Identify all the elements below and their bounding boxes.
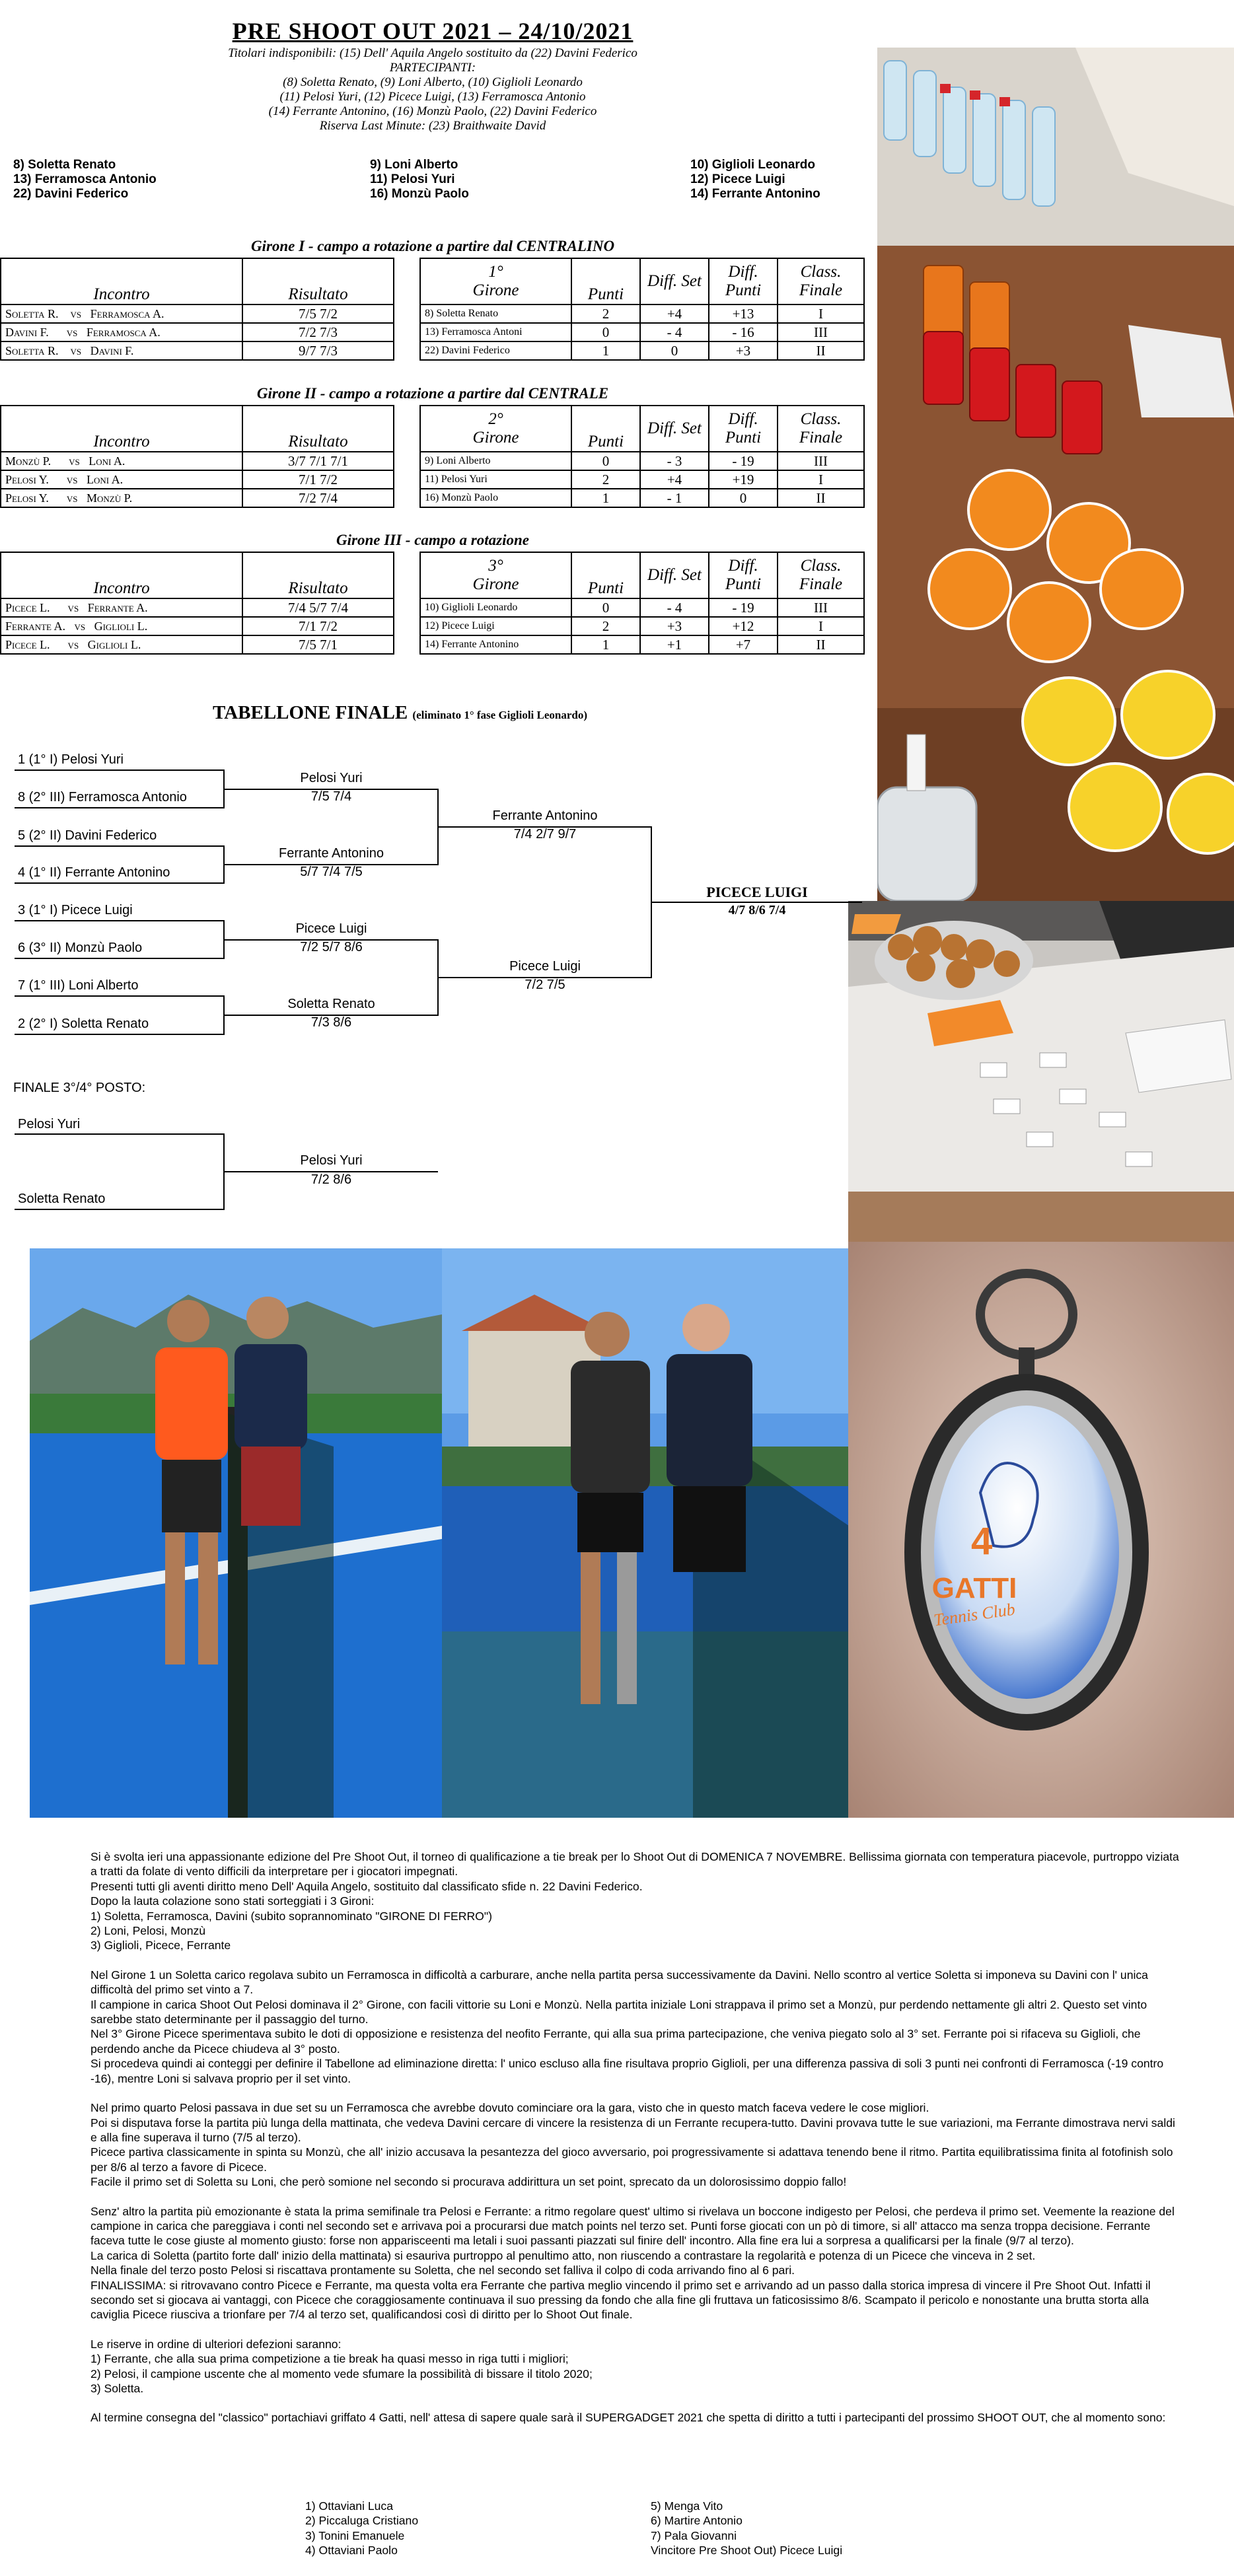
group-standings-table xyxy=(419,405,865,508)
table-row xyxy=(1,452,394,470)
bracket-subtitle: (eliminato 1° fase Giglioli Leonardo) xyxy=(412,709,588,721)
match-cell: Picece L. vs Giglioli L. xyxy=(1,635,242,654)
bracket-sf-score: 7/4 2/7 9/7 xyxy=(513,827,577,841)
article-line: Senz' altro la partita più emozionante è stata la prima semifinale tra Pelosi e Ferrante: a ritmo regolare quest' ultimo si rivelava un boccone indigesto per Pelosi, che perdeva il primo set. Veemente la reazione del campione in carica che pareggiava i conti nel secondo set e arrivava poi a procurarsi due match points nel terzo set. Punti forse giocati con un pò di timore, si all' attacco ma senza troppa decisione. Ferrante faceva tutte le cose giuste al momento giusto: forse non apparisceenti ma letali i suoi passanti piazzati sul finire dell' incontro. Alla fine era lui a sorpresa a qualificarsi per la finale (9/7 al terzo). xyxy=(91,2204,1175,2248)
table-row xyxy=(420,304,864,323)
third-place-winner: Pelosi Yuri xyxy=(300,1153,363,1168)
col-risultato: Risultato xyxy=(242,552,394,598)
bracket-qf-winner: Ferrante Antonino xyxy=(279,846,384,861)
article-line: Dopo la lauta colazione sono stati sorteggiati i 3 Gironi: xyxy=(91,1894,375,1908)
player-cell: 16) Monzù Paolo xyxy=(420,489,571,507)
article-line: 3) Soletta. xyxy=(91,2382,144,2395)
bracket-qf-score: 5/7 7/4 7/5 xyxy=(300,865,363,879)
result-cell: 7/2 7/4 xyxy=(242,489,394,507)
page-title: PRE SHOOT OUT 2021 – 24/10/2021 xyxy=(232,18,634,44)
article-line: Si è svolta ieri una appassionante edizione del Pre Shoot Out, il torneo di qualificazione a tie break per lo Shoot Out di DOMENICA 7 NOVEMBRE. Bellissima giornata con temperatura piacevole, purtroppo viziata a tratti da folate di vento difficili da interpretare per i giocatori impegnati. xyxy=(91,1850,1179,1878)
bracket-entry: 7 (1° III) Loni Alberto xyxy=(18,978,139,993)
players-col-1 xyxy=(13,158,157,201)
player-entry: 16) Monzù Paolo xyxy=(370,187,469,201)
col-risultato: Risultato xyxy=(242,258,394,304)
diff-set-cell: 0 xyxy=(640,341,709,360)
bracket-line xyxy=(15,995,225,997)
bracket-sf-score: 7/2 7/5 xyxy=(525,978,565,992)
players-col-3 xyxy=(690,158,820,201)
table-row xyxy=(420,635,864,654)
bracket-entry: 2 (2° I) Soletta Renato xyxy=(18,1017,149,1031)
result-cell: 7/1 7/2 xyxy=(242,617,394,635)
bracket-sf-winner: Picece Luigi xyxy=(509,959,581,974)
group-standings-table xyxy=(419,258,865,361)
class-cell: III xyxy=(778,323,864,341)
group-results-table xyxy=(0,552,394,655)
class-cell: III xyxy=(778,452,864,470)
bracket-qf-score: 7/5 7/4 xyxy=(310,789,352,804)
table-row xyxy=(420,598,864,617)
article-line: La carica di Soletta (partito forte dall' inizio della mattinata) si esauriva purtroppo al penultimo atto, non riuscendo a contrastare la regolarità e potenza di un Picece che vinceva in 2 set. xyxy=(91,2248,1036,2262)
article-line: 1) Soletta, Ferramosca, Davini (subito soprannominato "GIRONE DI FERRO") xyxy=(91,1909,492,1923)
list-item: Vincitore Pre Shoot Out) Picece Luigi xyxy=(651,2544,843,2558)
punti-cell: 1 xyxy=(571,341,640,360)
bracket-entry: 4 (1° II) Ferrante Antonino xyxy=(18,865,170,880)
drinks-photo xyxy=(877,48,1234,901)
players-photo-1 xyxy=(30,1248,442,1818)
bracket-final-score: 4/7 8/6 7/4 xyxy=(728,903,786,917)
class-cell: II xyxy=(778,489,864,507)
player-entry: 13) Ferramosca Antonio xyxy=(13,172,157,186)
list-item: 7) Pala Giovanni xyxy=(651,2528,737,2542)
punti-cell: 0 xyxy=(571,598,640,617)
list-item: 2) Piccaluga Cristiano xyxy=(305,2514,419,2528)
group-title: Girone II - campo a rotazione a partire dal CENTRALE xyxy=(256,385,609,402)
diff-set-cell: - 4 xyxy=(640,323,709,341)
col-diff-set: Diff. Set xyxy=(640,552,709,598)
match-cell: Picece L. vs Ferrante A. xyxy=(1,598,242,617)
article-line: Nel Girone 1 un Soletta carico regolava subito un Ferramosca in difficoltà a carburare, anche nella partita persa successivamente da Davini. Nello scontro al vertice Soletta si imponeva su Davini con l' unica difficoltà del primo set vinto a 7. xyxy=(91,1968,1148,1997)
article-line: Nella finale del terzo posto Pelosi si riscattava prontamente su Soletta, che nel secondo set falliva il colpo di coda arrivando fino al 6 pari. xyxy=(91,2264,795,2277)
col-diff-punti: Diff. Punti xyxy=(709,406,778,452)
class-cell: II xyxy=(778,341,864,360)
player-cell: 12) Picece Luigi xyxy=(420,617,571,635)
match-cell: Davini F. vs Ferramosca A. xyxy=(1,323,242,341)
article-line: Si procedeva quindi ai conteggi per definire il Tabellone ad eliminazione diretta: l' unico escluso alla fine risultava proprio Giglioli, per una differenza passiva di soli 3 punti nei confronti di Ferramosca (-19 contro -16), mentre Loni si salvava proprio per il set vinto. xyxy=(91,2057,1164,2085)
table-row xyxy=(1,489,394,507)
group-word: Girone xyxy=(472,575,519,593)
col-punti: Punti xyxy=(571,406,640,452)
match-cell: Ferrante A. vs Giglioli L. xyxy=(1,617,242,635)
diff-set-cell: +1 xyxy=(640,635,709,654)
article-line: Poi si disputava forse la partita più lunga della mattinata, che vedeva Davini cercare di vincere la resistenza di un Ferrante recupera-tutto. Davini provava tutte le sue variazioni, ma Ferrante dimostrava nervi saldi e alla fine superava il turno (7/5 al terzo). xyxy=(91,2116,1175,2144)
class-cell: I xyxy=(778,617,864,635)
list-item: 3) Tonini Emanuele xyxy=(305,2528,405,2542)
punti-cell: 1 xyxy=(571,489,640,507)
col-diff-punti: Diff. Punti xyxy=(709,258,778,304)
bracket-qf-winner: Picece Luigi xyxy=(295,921,367,936)
col-incontro: Incontro xyxy=(1,552,242,598)
article-line: 2) Loni, Pelosi, Monzù xyxy=(91,1924,206,1938)
col-risultato: Risultato xyxy=(242,406,394,452)
result-cell: 7/4 5/7 7/4 xyxy=(242,598,394,617)
pastries-photo xyxy=(848,901,1234,1243)
col-class-finale: Class. Finale xyxy=(778,552,864,598)
table-row xyxy=(1,323,394,341)
keychain-number: 4 xyxy=(971,1520,993,1563)
bracket-line xyxy=(15,882,225,884)
shootout-list-right xyxy=(651,2499,842,2558)
match-cell: Soletta R. vs Davini F. xyxy=(1,341,242,360)
group-word: Girone xyxy=(472,281,519,299)
table-row xyxy=(420,341,864,360)
bracket-line xyxy=(15,769,225,771)
article xyxy=(91,1849,1180,2440)
article-line: Le riserve in ordine di ulteriori defezioni saranno: xyxy=(91,2337,342,2351)
class-cell: III xyxy=(778,598,864,617)
match-cell: Soletta R. vs Ferramosca A. xyxy=(1,304,242,323)
group-word: Girone xyxy=(472,429,519,447)
shootout-list-left xyxy=(305,2499,418,2558)
diff-punti-cell: 0 xyxy=(709,489,778,507)
col-class-finale: Class. Finale xyxy=(778,406,864,452)
col-diff-punti: Diff. Punti xyxy=(709,552,778,598)
article-line: Nel 3° Girone Picece sperimentava subito le doti di opposizione e resistenza del neofito Ferrante, qui alla sua prima partecipazione, che veniva piegato solo al 3° set. Ferrante poi si rifaceva su Giglioli, che perdendo anche da Picece chiudeva al 3° posto. xyxy=(91,2027,1141,2056)
group-title: Girone III - campo a rotazione xyxy=(336,532,529,548)
player-entry: 9) Loni Alberto xyxy=(370,158,458,172)
article-line: 2) Pelosi, il campione uscente che al momento vede sfumare la possibilità di bissare il titolo 2020; xyxy=(91,2367,593,2380)
col-punti: Punti xyxy=(571,258,640,304)
table-row xyxy=(420,323,864,341)
header-line-6: Riserva Last Minute: (23) Braithwaite David xyxy=(319,119,546,133)
keychain-club: Tennis Club xyxy=(932,1599,1017,1630)
col-incontro: Incontro xyxy=(1,406,242,452)
class-cell: I xyxy=(778,304,864,323)
player-cell: 22) Davini Federico xyxy=(420,341,571,360)
table-row xyxy=(420,617,864,635)
col-diff-set: Diff. Set xyxy=(640,258,709,304)
bracket-title xyxy=(213,702,587,724)
punti-cell: 0 xyxy=(571,323,640,341)
class-cell: II xyxy=(778,635,864,654)
bracket-line xyxy=(15,845,225,847)
player-entry: 8) Soletta Renato xyxy=(13,158,116,172)
keychain-photo xyxy=(848,1242,1234,1818)
player-cell: 14) Ferrante Antonino xyxy=(420,635,571,654)
match-cell: Pelosi Y. vs Loni A. xyxy=(1,470,242,489)
table-row xyxy=(420,489,864,507)
col-girone xyxy=(420,406,571,452)
result-cell: 7/5 7/1 xyxy=(242,635,394,654)
group-results-table xyxy=(0,258,394,361)
player-cell: 8) Soletta Renato xyxy=(420,304,571,323)
bracket-final-winner: PICECE LUIGI xyxy=(706,884,808,900)
diff-set-cell: - 1 xyxy=(640,489,709,507)
group-label: 1° xyxy=(488,263,503,281)
bracket-qf-score: 7/2 5/7 8/6 xyxy=(300,939,363,954)
diff-punti-cell: - 19 xyxy=(709,452,778,470)
col-diff-set: Diff. Set xyxy=(640,406,709,452)
class-cell: I xyxy=(778,470,864,489)
result-cell: 7/5 7/2 xyxy=(242,304,394,323)
list-item: 1) Ottaviani Luca xyxy=(305,2499,394,2513)
diff-set-cell: +3 xyxy=(640,617,709,635)
bracket-qf-winner: Pelosi Yuri xyxy=(300,770,363,785)
header-line-5: (14) Ferrante Antonino, (16) Monzù Paolo, (22) Davini Federico xyxy=(268,104,597,118)
header-line-3: (8) Soletta Renato, (9) Loni Alberto, (10) Giglioli Leonardo xyxy=(283,75,583,89)
article-line: Nel primo quarto Pelosi passava in due set su un Ferramosca che avrebbe dovuto cominciare ora la gara, visto che in questo match faceva vedere le cose migliori. xyxy=(91,2101,929,2115)
diff-punti-cell: - 16 xyxy=(709,323,778,341)
article-para-4 xyxy=(91,2204,1180,2322)
player-cell: 13) Ferramosca Antoni xyxy=(420,323,571,341)
player-entry: 22) Davini Federico xyxy=(13,187,129,201)
bracket-entry: 5 (2° II) Davini Federico xyxy=(18,828,157,843)
group-label: 2° xyxy=(488,410,503,428)
players-photo-2 xyxy=(442,1248,849,1818)
bracket-line xyxy=(15,958,225,959)
table-row xyxy=(1,635,394,654)
col-girone xyxy=(420,258,571,304)
third-place-player-2: Soletta Renato xyxy=(18,1192,106,1206)
bracket-entry: 8 (2° III) Ferramosca Antonio xyxy=(18,790,187,805)
punti-cell: 2 xyxy=(571,304,640,323)
group-standings-table xyxy=(419,552,865,655)
col-class-finale: Class. Finale xyxy=(778,258,864,304)
article-line: FINALISSIMA: si ritrovavano contro Picece e Ferrante, ma questa volta era Ferrante che partiva meglio vincendo il primo set e arrivando ad un passo dalla storica impresa di vincere il Pre Shoot Out. Infatti il secondo set si giocava ai vantaggi, con Picece che coraggiosamente continuava il suo pressing da fondo che alla fine gli fruttava un faticosissimo 8/6. Scampato il pericolo e nonostante una brutta storta alla caviglia Picece riusciva a trionfare per 7/4 al terzo set, qualificandosi così di diritto per lo Shoot Out finale. xyxy=(91,2278,1151,2322)
list-item: 5) Menga Vito xyxy=(651,2499,723,2513)
player-cell: 10) Giglioli Leonardo xyxy=(420,598,571,617)
article-line: Picece partiva classicamente in spinta su Monzù, che all' inizio accusava la pesantezza del gioco avversario, poi progressivamente si adattava tenendo bene il ritmo. Partita equilibratissima finita al fotofinish solo per 8/6 al terzo a favore di Picece. xyxy=(91,2145,1173,2174)
player-entry: 10) Giglioli Leonardo xyxy=(690,158,815,172)
punti-cell: 2 xyxy=(571,617,640,635)
article-para-2 xyxy=(91,1968,1180,2086)
bracket-sf-winner: Ferrante Antonino xyxy=(492,808,598,823)
player-entry: 12) Picece Luigi xyxy=(690,172,785,186)
punti-cell: 1 xyxy=(571,635,640,654)
diff-punti-cell: - 19 xyxy=(709,598,778,617)
diff-punti-cell: +7 xyxy=(709,635,778,654)
result-cell: 7/1 7/2 xyxy=(242,470,394,489)
result-cell: 3/7 7/1 7/1 xyxy=(242,452,394,470)
keychain-brand: GATTI xyxy=(931,1572,1017,1604)
header-line-2: PARTECIPANTI: xyxy=(389,61,476,75)
table-row xyxy=(1,598,394,617)
punti-cell: 2 xyxy=(571,470,640,489)
diff-set-cell: - 4 xyxy=(640,598,709,617)
bracket-entry: 6 (3° II) Monzù Paolo xyxy=(18,941,143,955)
diff-set-cell: +4 xyxy=(640,304,709,323)
group-label: 3° xyxy=(488,557,503,575)
article-line: 3) Giglioli, Picece, Ferrante xyxy=(91,1939,231,1952)
group-title: Girone I - campo a rotazione a partire dal CENTRALINO xyxy=(250,238,615,254)
bracket-line xyxy=(15,807,225,808)
article-para-1 xyxy=(91,1849,1180,1953)
punti-cell: 0 xyxy=(571,452,640,470)
table-row xyxy=(1,470,394,489)
players-col-2 xyxy=(370,158,469,201)
table-row xyxy=(1,304,394,323)
player-cell: 11) Pelosi Yuri xyxy=(420,470,571,489)
diff-punti-cell: +12 xyxy=(709,617,778,635)
match-cell: Pelosi Y. vs Monzù P. xyxy=(1,489,242,507)
bracket-line xyxy=(15,1034,225,1035)
table-row xyxy=(1,617,394,635)
header-line-4: (11) Pelosi Yuri, (12) Picece Luigi, (13) Ferramosca Antonio xyxy=(279,90,586,104)
bracket-title-text: TABELLONE FINALE xyxy=(213,702,408,723)
diff-set-cell: - 3 xyxy=(640,452,709,470)
result-cell: 9/7 7/3 xyxy=(242,341,394,360)
match-cell: Monzù P. vs Loni A. xyxy=(1,452,242,470)
header-line-1: Titolari indisponibili: (15) Dell' Aquila Angelo sostituito da (22) Davini Federico xyxy=(228,46,637,60)
article-line: 1) Ferrante, che alla sua prima competizione a tie break ha quasi messo in riga tutti i migliori; xyxy=(91,2352,569,2366)
list-item: 6) Martire Antonio xyxy=(651,2514,743,2528)
player-entry: 11) Pelosi Yuri xyxy=(370,172,455,186)
list-item: 4) Ottaviani Paolo xyxy=(305,2544,398,2558)
diff-punti-cell: +3 xyxy=(709,341,778,360)
diff-punti-cell: +13 xyxy=(709,304,778,323)
group-results-table xyxy=(0,405,394,508)
col-incontro: Incontro xyxy=(1,258,242,304)
col-punti: Punti xyxy=(571,552,640,598)
article-line: Il campione in carica Shoot Out Pelosi dominava il 2° Girone, con facili vittorie su Loni e Monzù. Nella partita iniziale Loni strappava il primo set a Monzù, pur perdendo nettamente gli altri 2. Questo set vinto sarebbe stato determinante per il passaggio del turno. xyxy=(91,1997,1147,2026)
article-para-5 xyxy=(91,2337,1180,2396)
bracket-line xyxy=(15,920,225,921)
table-row xyxy=(1,341,394,360)
bracket-qf-score: 7/3 8/6 xyxy=(310,1015,352,1030)
diff-punti-cell: +19 xyxy=(709,470,778,489)
bracket-entry: 3 (1° I) Picece Luigi xyxy=(18,903,133,917)
third-place-score: 7/2 8/6 xyxy=(310,1172,352,1187)
table-row xyxy=(420,452,864,470)
third-place-title: FINALE 3°/4° POSTO: xyxy=(13,1081,146,1095)
article-line: Facile il primo set di Soletta su Loni, che però somione nel secondo si procurava addirittura un set point, sprecato da un dolorosissimo doppio fallo! xyxy=(91,2175,847,2189)
bracket-entry: 1 (1° I) Pelosi Yuri xyxy=(18,752,124,767)
player-cell: 9) Loni Alberto xyxy=(420,452,571,470)
third-place-player-1: Pelosi Yuri xyxy=(18,1117,81,1131)
diff-set-cell: +4 xyxy=(640,470,709,489)
table-row xyxy=(420,470,864,489)
article-line: Presenti tutti gli aventi diritto meno Dell' Aquila Angelo, sostituito dal classificato sfide n. 22 Davini Federico. xyxy=(91,1879,643,1893)
bracket-qf-winner: Soletta Renato xyxy=(287,997,375,1011)
player-entry: 14) Ferrante Antonino xyxy=(690,187,820,201)
article-para-3 xyxy=(91,2100,1180,2189)
article-para-6: Al termine consegna del "classico" portachiavi griffato 4 Gatti, nell' attesa di sapere quale sarà il SUPERGADGET 2021 che spetta di diritto a tutti i partecipanti del prossimo SHOOT OUT, che al momento sono: xyxy=(91,2411,1166,2425)
result-cell: 7/2 7/3 xyxy=(242,323,394,341)
col-girone xyxy=(420,552,571,598)
